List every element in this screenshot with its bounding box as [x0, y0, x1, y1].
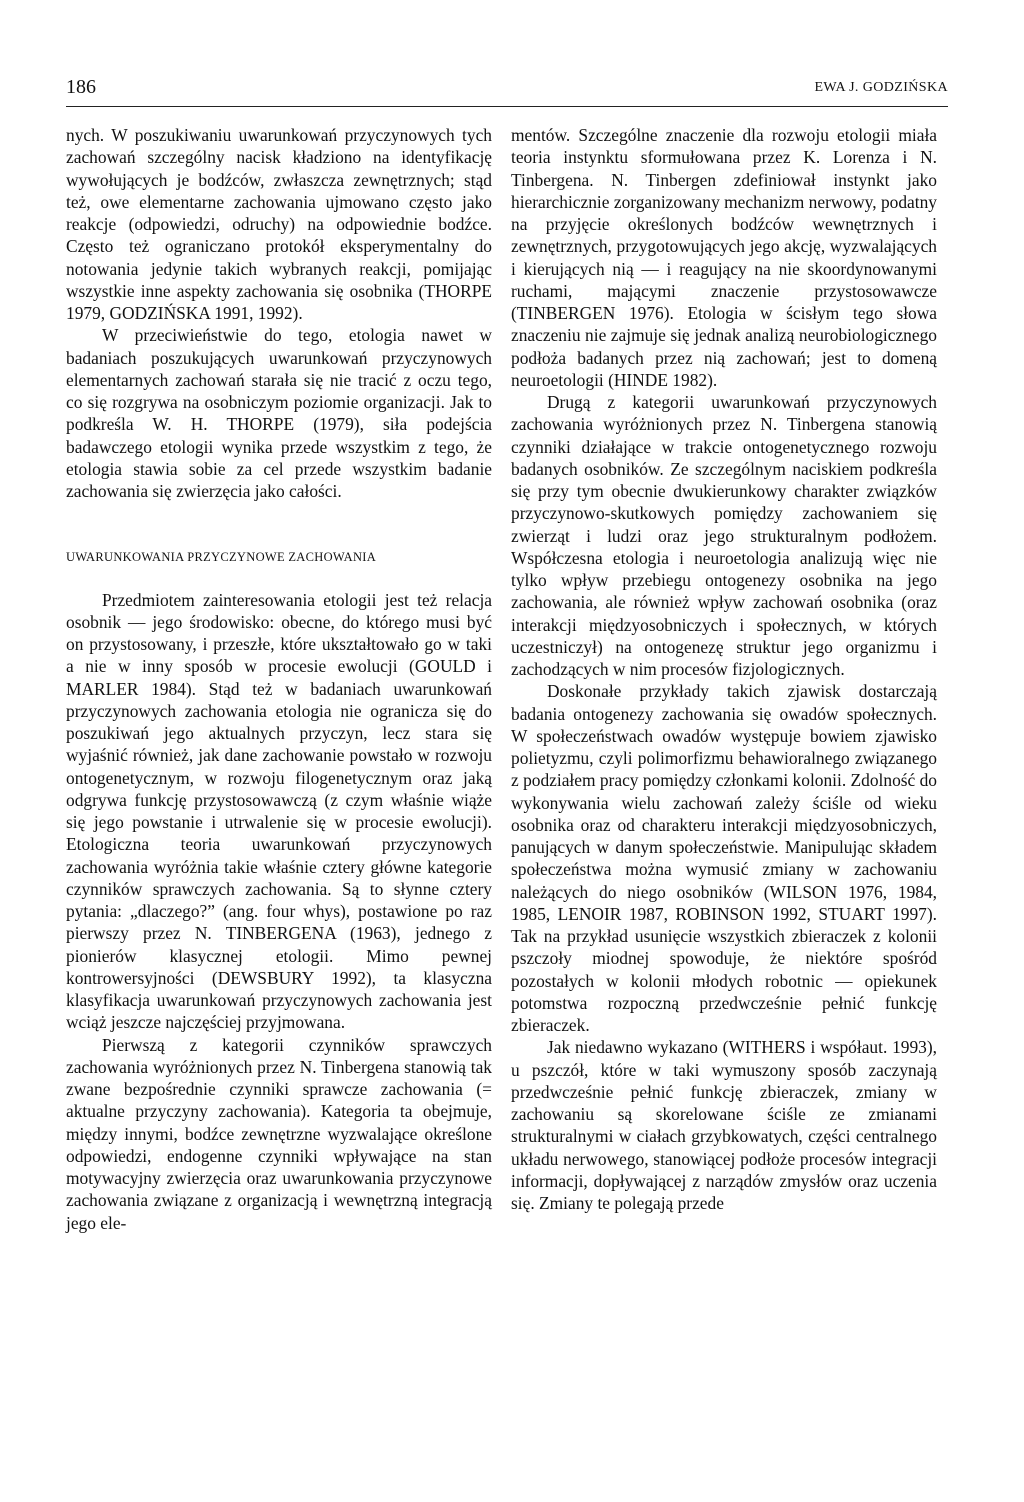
running-head: EWA J. GODZIŃSKA	[814, 80, 948, 95]
left-column	[66, 124, 492, 1234]
paragraph: Pierwszą z kategorii czynników sprawczych zachowania wyróżnionych przez N. Tinbergena stanowią tak zwane bezpośrednie czynniki sprawcze zachowania (= aktualne przyczyny zachowania). Kategoria ta obejmuje, między innymi, bodźce zewnętrzne wyzwalające określone odpowiedzi, endogenne czynniki wpływające na stan motywacyjny zwierzęcia oraz uwarunkowania przyczynowe zachowania związane z organizacją i wewnętrzną integracją jego ele-	[66, 1034, 492, 1233]
paragraph: mentów. Szczególne znaczenie dla rozwoju etologii miała teoria instynktu sformułowana przez K. Lorenza i N. Tinbergena. N. Tinbergen zdefiniował instynkt jako hierarchicznie zorganizowany mechanizm nerwowy, podatny na przyjęcie określonych bodźców wewnętrznych i zewnętrznych, przygotowujących jego akcję, wyzwalających i kierujących nią — i reagujący na nie skoordynowanymi ruchami, mającymi znaczenie przystosowawcze (TINBERGEN 1976). Etologia w ścisłym tego słowa znaczeniu nie zajmuje się jednak analizą neurobiologicznego podłoża badanych przez nią zachowań; jest to domeną neuroetologii (HINDE 1982).	[511, 125, 937, 390]
paragraph: Doskonałe przykłady takich zjawisk dostarczają badania ontogenezy zachowania się owadów społecznych. W społeczeństwach owadów występuje bowiem zjawisko polietyzmu, czyli polimorfizmu behawioralnego związanego z podziałem pracy pomiędzy członkami kolonii. Zdolność do wykonywania wielu zachowań zależy ściśle od wieku osobnika oraz od charakteru interakcji międzyosobniczych, panujących w danym społeczeństwie. Manipulując składem społeczeństwa można wymusić zmiany w zachowaniu należących do niego osobników (WILSON 1976, 1984, 1985, LENOIR 1987, ROBINSON 1992, STUART 1997). Tak na przykład usunięcie wszystkich zbieraczek z kolonii pszczoły miodnej spowoduje, że niektóre spośród pozostałych w kolonii młodych robotnic — opiekunek potomstwa rozpoczną przedwcześnie pełnić funkcję zbieraczek.	[511, 681, 937, 1035]
paragraph: Przedmiotem zainteresowania etologii jest też relacja osobnik — jego środowisko: obecne, do którego musi być on przystosowany, i przeszłe, które ukształtowało go w taki a nie w inny sposób w procesie ewolucji (GOULD i MARLER 1984). Stąd też w badaniach uwarunkowań przyczynowych zachowania etologia nie ogranicza się do poszukiwań jego aktualnych przyczyn, lecz stara się wyjaśnić również, jak dane zachowanie powstało w rozwoju ontogenetycznym, w rozwoju filogenetycznym oraz jaką odgrywa funkcję przystosowawczą (z czym właśnie wiąże się jego powstanie i utrwalenie się w procesie ewolucji). Etologiczna teoria uwarunkowań przyczynowych zachowania wyróżnia takie właśnie cztery główne kategorie czynników sprawczych zachowania. Są to słynne cztery pytania: „dlaczego?” (ang. four whys), postawione po raz pierwszy przez N. TINBERGENA (1963), jednego z pionierów klasycznej etologii. Mimo pewnej kontrowersyjności (DEWSBURY 1992), ta klasyczna klasyfikacja uwarunkowań przyczynowych zachowania jest wciąż jeszcze najczęściej przyjmowana.	[66, 589, 492, 1033]
page-number: 186	[66, 76, 96, 98]
paragraph: Jak niedawno wykazano (WITHERS i współaut. 1993), u pszczół, które w taki wymuszony sposób zaczynają przedwcześnie pełnić funkcję zbieraczek, zmiany w zachowaniu są skorelowane ściśle ze zmianami strukturalnymi w ciałach grzybkowatych, części centralnego układu nerwowego, stanowiącej podłoże procesów integracji informacji, dopływającej z narządów zmysłów oraz uczenia się. Zmiany te polegają przede	[511, 1037, 937, 1213]
right-column	[511, 124, 937, 1214]
page-header	[66, 74, 948, 107]
paragraph: W przeciwieństwie do tego, etologia nawet w badaniach poszukujących uwarunkowań przyczynowych elementarnych zachowań starała się nie tracić z oczu tego, co się rozgrywa na osobniczym poziomie organizacji. Jak to podkreśla W. H. THORPE (1979), siła podejścia badawczego etologii wynika przede wszystkim z tego, że etologia stawia sobie za cel przede wszystkim badanie zachowania się zwierzęcia jako całości.	[66, 325, 492, 501]
section-heading: UWARUNKOWANIA PRZYCZYNOWE ZACHOWANIA	[66, 550, 377, 565]
paragraph: nych. W poszukiwaniu uwarunkowań przyczynowych tych zachowań szczególny nacisk kładziono na identyfikację wywołujących je bodźców, zwłaszcza zewnętrznych; stąd też, owe elementarne zachowania ujmowano często jako reakcje (odpowiedzi, odruchy) na odpowiednie bodźce. Często też ograniczano protokół eksperymentalny do notowania jedynie takich wybranych reakcji, pomijając wszystkie inne aspekty zachowania się osobnika (THORPE 1979, GODZIŃSKA 1991, 1992).	[66, 125, 492, 323]
paragraph: Drugą z kategorii uwarunkowań przyczynowych zachowania wyróżnionych przez N. Tinbergena stanowią czynniki działające w trakcie ontogenetycznego rozwoju badanych osobników. Ze szczególnym naciskiem podkreśla się przy tym obecnie dwukierunkowy charakter związków przyczynowo-skutkowych pomiędzy zachowaniem się zwierząt i ludzi oraz jego strukturalnym podłożem. Współczesna etologia i neuroetologia analizują więc nie tylko wpływ przebiegu ontogenezy osobnika na jego zachowania, ale również wpływ zachowań osobnika (oraz interakcji międzyosobniczych i społecznych, w których uczestniczył) na ontogenezę struktur jego organizmu i zachodzących w nim procesów fizjologicznych.	[511, 392, 937, 679]
